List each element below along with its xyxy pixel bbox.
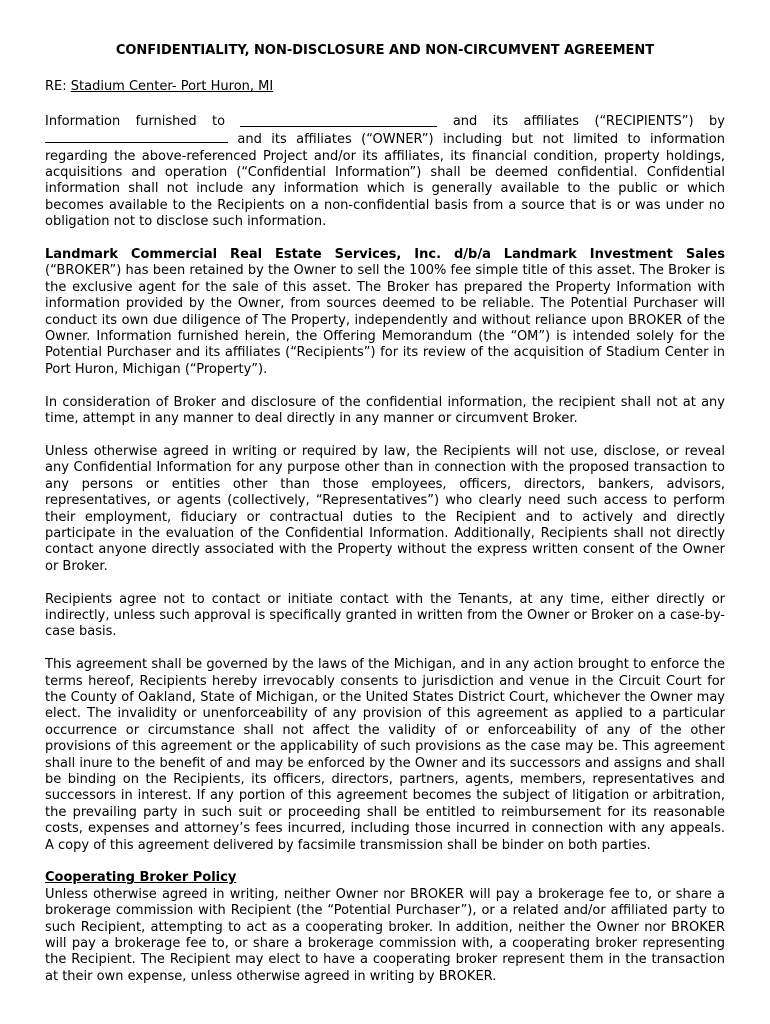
intro-first-line xyxy=(45,114,725,130)
document-title: CONFIDENTIALITY, NON-DISCLOSURE AND NON-CIRCUMVENT AGREEMENT xyxy=(115,43,655,58)
policy-paragraph: Unless otherwise agreed in writing, neither Owner nor BROKER will pay a brokerage fee to, or share a brokerage commission with Recipient (the “Potential Purchaser”), or a related and/or affiliated party to such Recipient, attempting to act as a cooperating broker. In addition, neither the Owner nor BROKER will pay a brokerage fee to, or share a brokerage commission with, a cooperating broker representing the Recipient. The Recipient may elect to have a cooperating broker represent them in the transaction at their own expense, unless otherwise agreed in writing by BROKER. xyxy=(45,886,725,984)
intro-word: furnished xyxy=(135,113,197,129)
governing-law-paragraph: This agreement shall be governed by the laws of the Michigan, and in any action brought to enforce the terms hereof, Recipients hereby irrevocably consents to jurisdiction and venue in the Circuit Court for the County of Oakland, State of Michigan, or the United States District Court, whichever the Owner may elect. The invalidity or unenforceability of any provision of this agreement as applied to a particular occurrence or circumstance shall not affect the validity of or enforceability of any of the other provisions of this agreement or the applicability of such provisions as the case may be. This agreement shall inure to the benefit of and may be enforced by the Owner and its successors and assigns and shall be binding on the Recipients, its officers, directors, partners, agents, members, representatives and successors in interest. If any portion of this agreement becomes the subject of litigation or arbitration, the prevailing party in such suit or proceeding shall be entitled to reimbursement for its reasonable costs, expenses and attorney’s fees incurred, including those incurred in connection with any appeals. A copy of this agreement delivered by facsimile transmission shall be binder on both parties. xyxy=(45,657,725,853)
use-disclosure-paragraph: Unless otherwise agreed in writing or required by law, the Recipients will not use, disclose, or reveal any Confidential Information for any purpose other than in connection with the proposed transaction to any persons or entities other than those employees, officers, directors, bankers, advisors, representatives, or agents (collectively, “Representatives”) who clearly need such access to perform their employment, fiduciary or contractual duties to the Recipient and to actively and directly participate in the evaluation of the Confidential Information. Additionally, Recipients shall not directly contact anyone directly associated with the Property without the express written consent of the Owner or Broker. xyxy=(45,443,725,574)
tenants-paragraph: Recipients agree not to contact or initiate contact with the Tenants, at any time, either directly or indirectly, unless such approval is specifically granted in written from the Owner or Broker on a case-by-case basis. xyxy=(45,591,725,640)
broker-text: (“BROKER”) has been retained by the Owner to sell the 100% fee simple title of this asset. The Broker is the exclusive agent for the sale of this asset. The Broker has prepared the Property Information with information provided by the Owner, from sources deemed to be reliable. The Potential Purchaser will conduct its own due diligence of The Property, independently and without reliance upon BROKER of the Owner. Information furnished herein, the Offering Memorandum (the “OM”) is intended solely for the Potential Purchaser and its affiliates (“Recipients”) for its review of the acquisition of Stadium Center in Port Huron, Michigan (“Property”). xyxy=(45,263,725,377)
intro-paragraph xyxy=(45,114,725,231)
broker-paragraph xyxy=(45,247,725,378)
agreement-document xyxy=(45,43,725,1002)
intro-word: its xyxy=(492,113,509,129)
broker-name: Landmark Commercial Real Estate Services, Inc. d/b/a Landmark Investment Sales xyxy=(45,247,725,263)
owner-blank-field[interactable] xyxy=(45,130,228,143)
intro-word: by xyxy=(708,113,725,129)
re-label: RE: xyxy=(45,79,71,95)
intro-word: Information xyxy=(45,113,121,129)
intro-word: and xyxy=(452,113,478,129)
re-property: Stadium Center- Port Huron, MI xyxy=(70,79,274,95)
intro-text: and its affiliates (“OWNER”) including but not limited to information regarding the above-referenced Project and/or its affiliates, its financial condition, property holdings, acquisitions and operation (“Confidential Information”) shall be deemed confidential. Confidential information shall not include any information which is generally available to the public or which becomes available to the Recipients on a non-confidential basis from a source that is or was under no obligation not to disclose such information. xyxy=(45,132,725,230)
intro-word: (“RECIPIENTS”) xyxy=(594,113,694,129)
consideration-paragraph: In consideration of Broker and disclosure of the confidential information, the recipient shall not at any time, attempt in any manner to deal directly in any manner or circumvent Broker. xyxy=(45,394,725,427)
re-line xyxy=(45,79,725,95)
policy-heading: Cooperating Broker Policy xyxy=(45,870,237,886)
intro-word: to xyxy=(212,113,226,129)
intro-word: affiliates xyxy=(523,113,580,129)
recipient-blank-field[interactable] xyxy=(240,114,437,127)
